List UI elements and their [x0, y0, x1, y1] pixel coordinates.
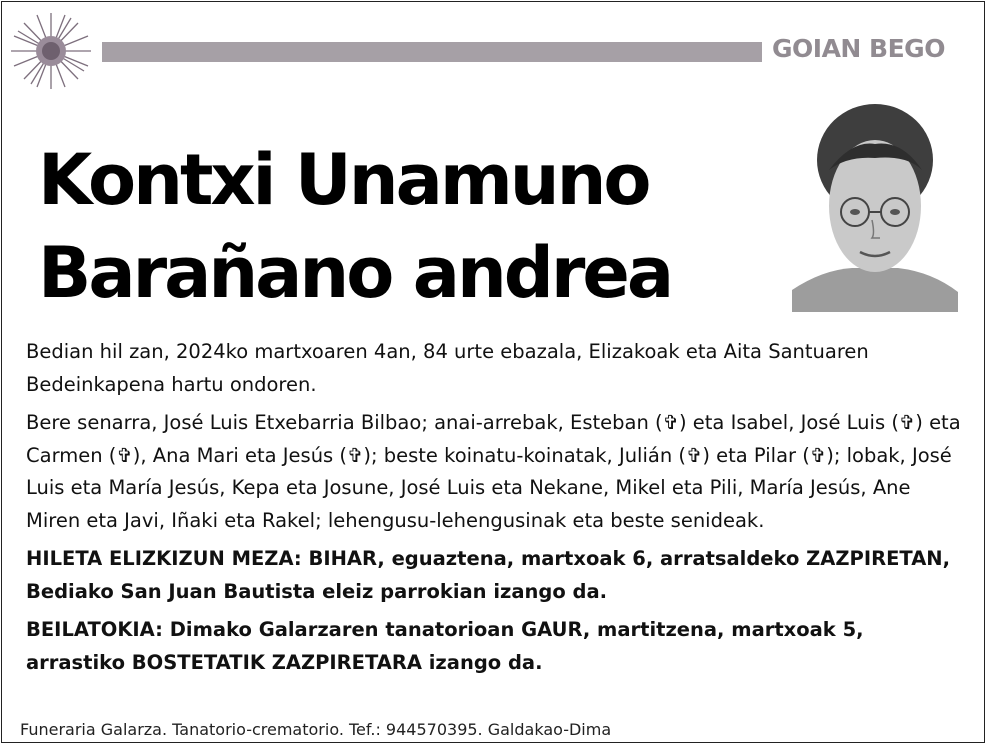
funeral-mass-paragraph: HILETA ELIZKIZUN MEZA: BIHAR, eguaztena, martxoak 6, arratsaldeko ZAZPIRETAN, Bediako San Juan Bautista eleiz parrokian izango da.: [26, 547, 951, 603]
death-notice-paragraph: Bedian hil zan, 2024ko martxoaren 4an, 84 urte ebazala, Elizakoak eta Aita Santuaren Bedeinkapena hartu ondoren.: [26, 340, 869, 396]
wake-paragraph: BEILATOKIA: Dimako Galarzaren tanatorioan GAUR, martitzena, martxoak 5, arrastiko BOSTETATIK ZAZPIRETARA izango da.: [26, 618, 864, 674]
header-bar: [102, 42, 762, 62]
name-line-1: Kontxi Unamuno: [38, 139, 649, 221]
obituary-body: [26, 336, 962, 685]
deceased-name: [38, 134, 671, 320]
funeral-home-footer: Funeraria Galarza. Tanatorio-crematorio. Tef.: 944570395. Galdakao-Dima: [20, 720, 612, 739]
thistle-flower-icon: [8, 10, 94, 92]
obituary-frame: [1, 1, 985, 743]
name-line-2: Barañano andrea: [38, 232, 672, 314]
section-label: GOIAN BEGO: [772, 34, 945, 63]
family-paragraph: Bere senarra, José Luis Etxebarria Bilbao; anai-arrebak, Esteban (✞) eta Isabel, José Luis (✞) eta Carmen (✞), Ana Mari eta Jesús (✞); beste koinatu-koinatak, Julián (✞) eta Pilar (✞); lobak, José Luis eta María Jesús, Kepa eta Josune, José Luis eta Nekane, Mikel eta Pili, María Jesús, Ane Miren eta Javi, Iñaki eta Rakel; lehengusu-lehengusinak eta beste senideak.: [26, 411, 961, 532]
portrait-photo: [792, 100, 958, 312]
